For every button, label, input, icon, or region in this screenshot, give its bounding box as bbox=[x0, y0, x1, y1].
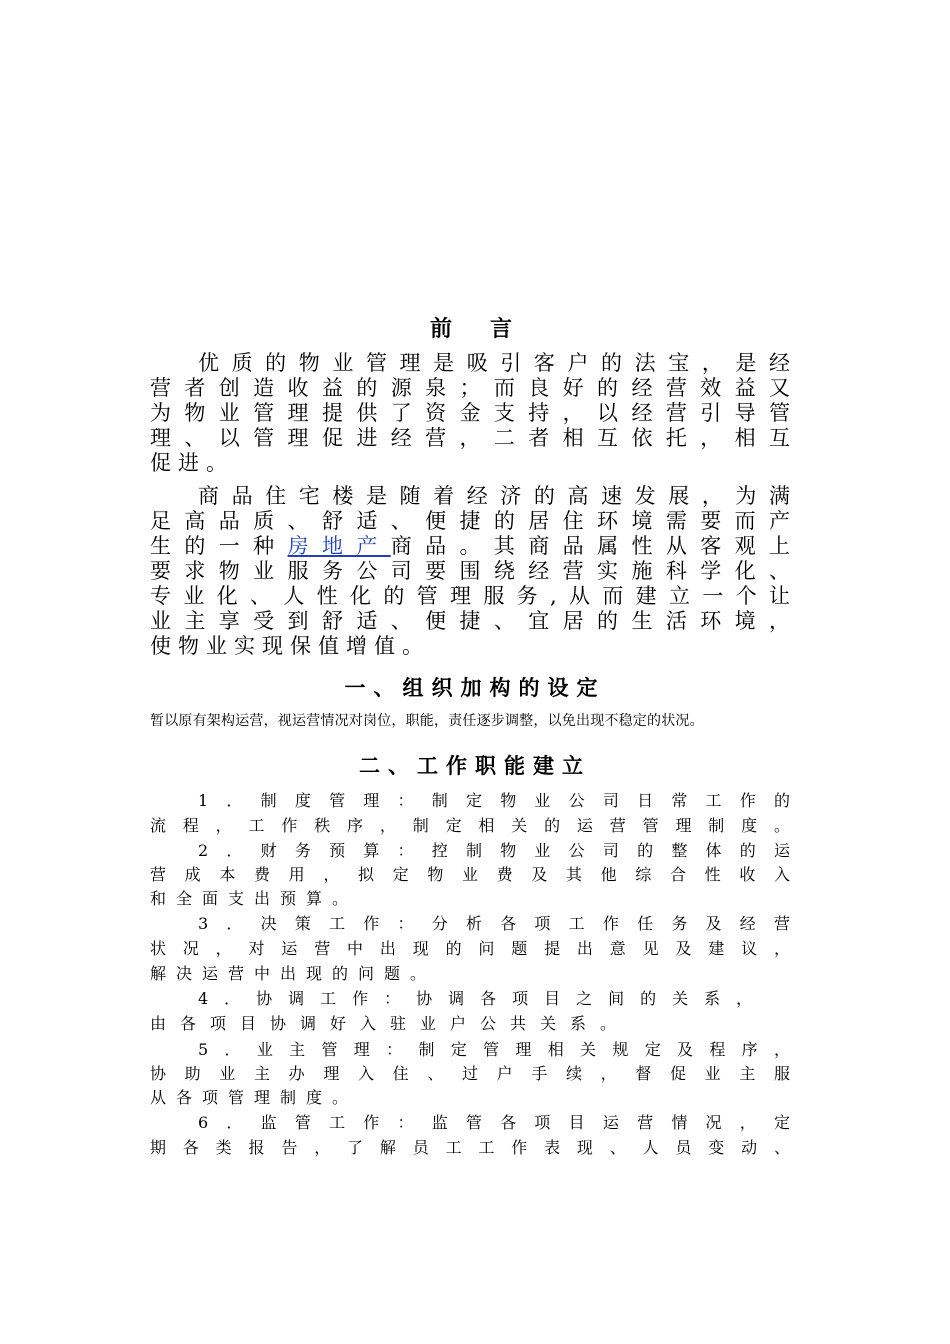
duty-line-6: 3．决策工作：分析各项工作任务及经营 bbox=[198, 914, 790, 933]
duty-line-3: 2．财务预算：控制物业公司的整体的运 bbox=[198, 841, 790, 860]
real-estate-link[interactable]: 房地产 bbox=[287, 534, 391, 558]
intro-p2-line-6: 业主享受到舒适、便捷、宜居的生活环境， bbox=[150, 609, 790, 633]
intro-p1-line-5: 促进。 bbox=[150, 451, 234, 475]
intro-p2-line-1: 商品住宅楼是随着经济的高速发展，为满 bbox=[198, 484, 790, 508]
duty-line-8: 解决运营中出现的问题。 bbox=[150, 964, 437, 983]
duty-line-1: 1．制度管理：制定物业公司日常工作的 bbox=[198, 791, 790, 810]
intro-p2-line-4: 要求物业服务公司要围绕经营实施科学化、 bbox=[150, 559, 790, 583]
duty-line-15: 期各类报告，了解员工工作表现、人员变动、 bbox=[150, 1138, 790, 1157]
intro-p1-line-2: 营者创造收益的源泉；而良好的经营效益又 bbox=[150, 376, 790, 400]
duty-line-13: 从各项管理制度。 bbox=[150, 1088, 359, 1107]
page-title: 前 言 bbox=[429, 316, 520, 342]
intro-p2-line-7: 使物业实现保值增值。 bbox=[150, 634, 430, 658]
duty-line-4: 营成本费用，拟定物业费及其他综合性收入 bbox=[150, 865, 790, 884]
duty-line-7: 状况，对运营中出现的问题提出意见及建议， bbox=[150, 939, 790, 958]
duty-line-2: 流程，工作秩序，制定相关的运营管理制度。 bbox=[150, 816, 790, 835]
duty-line-10: 由各项目协调好入驻业户公共关系。 bbox=[150, 1014, 631, 1033]
duty-line-12: 协助业主办理入住、过户手续，督促业主服 bbox=[150, 1064, 790, 1083]
section1-text: 暂以原有架构运营，视运营情况对岗位，职能，责任逐步调整，以免出现不稳定的状况。 bbox=[150, 713, 704, 729]
intro-p2-line-3-pre: 生的一种 bbox=[150, 534, 288, 558]
intro-p2-line-3 bbox=[150, 533, 790, 559]
duty-line-11: 5．业主管理：制定管理相关规定及程序， bbox=[198, 1040, 790, 1059]
duty-line-9: 4．协调工作：协调各项目之间的关系， bbox=[198, 989, 769, 1008]
duty-line-5: 和全面支出预算。 bbox=[150, 889, 359, 908]
duty-line-14: 6．监管工作：监管各项目运营情况，定 bbox=[198, 1113, 790, 1132]
intro-p2-line-2: 足高品质、舒适、便捷的居住环境需要而产 bbox=[150, 509, 790, 533]
intro-p1-line-3: 为物业管理提供了资金支持，以经营引导管 bbox=[150, 401, 790, 425]
section2-heading: 二、工作职能建立 bbox=[359, 753, 591, 778]
intro-p1-line-4: 理、以管理促进经营，二者相互依托，相互 bbox=[150, 426, 790, 450]
section1-heading: 一、组织加构的设定 bbox=[344, 675, 606, 700]
intro-p2-line-5: 专业化、人性化的管理服务,从而建立一个让 bbox=[150, 584, 790, 608]
intro-p1-line-1: 优质的物业管理是吸引客户的法宝，是经 bbox=[198, 351, 790, 375]
intro-p2-line-3-post: 商品。其商品属性从客观上 bbox=[390, 534, 791, 558]
